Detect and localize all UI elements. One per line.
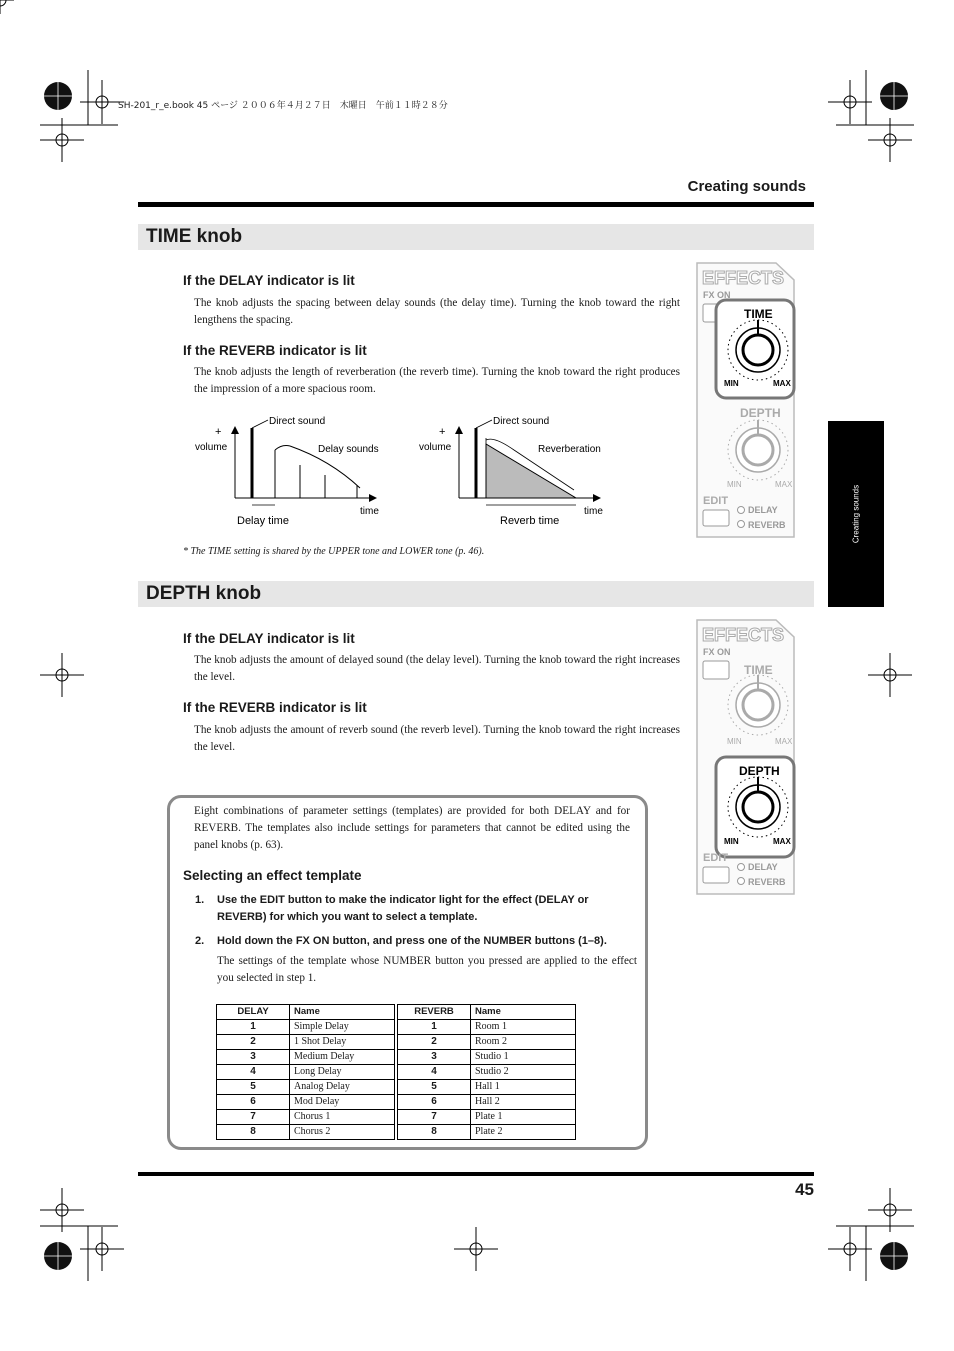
table-row: 5 Analog Delay 5 Hall 1 [217,1080,576,1095]
time-section-title: TIME knob [146,226,243,247]
header-name-reverb: Name [471,1005,576,1020]
panel-time-min: MIN [724,379,739,388]
table-row: 3 Medium Delay 3 Studio 1 [217,1050,576,1065]
effects-panel-time [696,262,796,540]
template-table [216,1004,576,1140]
reverb-time-axis-label: time [584,506,603,517]
depth-reverb-heading: If the REVERB indicator is lit [183,700,367,715]
panel2-fxon-label: FX ON [703,647,731,657]
header-delay: DELAY [217,1005,290,1020]
time-reverb-text: The knob adjusts the length of reverberation (the reverb time). Turning the knob toward the right produces the impression of a more spacious room. [194,366,680,395]
reverb-time-diagram [414,410,614,530]
table-row: 6 Mod Delay 6 Hall 2 [217,1095,576,1110]
side-tab-label: Creating sounds [851,484,861,544]
table-row: 2 1 Shot Delay 2 Room 2 [217,1035,576,1050]
depth-reverb-text: The knob adjusts the amount of reverb sound (the reverb level). Turning the knob toward the right increases the level. [194,724,680,753]
step2-number: 2. [195,935,205,947]
template-heading: Selecting an effect template [183,868,362,883]
delay-direct-label: Direct sound [269,416,326,427]
panel-depth-label: DEPTH [740,406,781,420]
template-intro: Eight combinations of parameter settings (templates) are provided for both DELAY and for REVERB. The templates also include settings for parameters that cannot be edited using the panel knobs (p. 63). [194,805,630,851]
header-name-delay: Name [290,1005,395,1020]
time-delay-text: The knob adjusts the spacing between delay sounds (the delay time). Turning the knob toward the right lengthens the spacing. [194,297,680,326]
panel2-depth-max: MAX [773,837,791,846]
panel-fxon-label: FX ON [703,290,731,300]
time-note: * The TIME setting is shared by the UPPER tone and LOWER tone (p. 46). [183,546,485,557]
reverb-direct-label: Direct sound [493,416,550,427]
panel-time-max: MAX [773,379,791,388]
panel-effects-label: EFFECTS [702,268,785,288]
panel-edit-label: EDIT [703,495,729,507]
panel2-effects-label: EFFECTS [702,625,785,645]
step1-text: Use the EDIT button to make the indicator light for the effect (DELAY or REVERB) for which you want to select a template. [217,894,589,923]
table-row: 4 Long Delay 4 Studio 2 [217,1065,576,1080]
panel-delay-label: DELAY [748,505,778,515]
panel2-depth-min: MIN [724,837,739,846]
delay-time-axis-label: time [360,506,379,517]
panel-reverb-label: REVERB [748,520,786,530]
side-tab [828,421,884,607]
panel2-reverb-label: REVERB [748,877,786,887]
panel-depth-max: MAX [775,480,793,489]
depth-delay-text: The knob adjusts the amount of delayed sound (the delay level). Turning the knob toward the right increases the level. [194,654,680,683]
depth-section-title: DEPTH knob [146,583,262,604]
panel-depth-min: MIN [727,480,742,489]
running-head: Creating sounds [687,178,806,195]
effects-panel-depth [696,619,796,897]
panel2-delay-label: DELAY [748,862,778,872]
panel2-edit-label: EDIT [703,852,729,864]
table-row: 1 Simple Delay 1 Room 1 [217,1020,576,1035]
table-header-row [217,1005,576,1020]
table-row: 8 Chorus 2 8 Plate 2 [217,1125,576,1140]
delay-plus-label: + [215,426,222,438]
reverb-plus-label: + [439,426,446,438]
reverb-caption: Reverb time [500,515,560,527]
reverb-sounds-label: Reverberation [538,444,601,455]
time-delay-heading: If the DELAY indicator is lit [183,273,355,288]
panel2-time-max: MAX [775,737,793,746]
step1-number: 1. [195,894,205,906]
time-reverb-heading: If the REVERB indicator is lit [183,343,367,358]
panel2-time-label: TIME [744,663,773,677]
panel2-time-min: MIN [727,737,742,746]
depth-delay-heading: If the DELAY indicator is lit [183,631,355,646]
page-number: 45 [795,1180,814,1199]
step2-text: Hold down the FX ON button, and press one of the NUMBER buttons (1–8). [217,935,607,947]
panel-time-label: TIME [744,307,773,321]
delay-caption: Delay time [237,515,289,527]
delay-sounds-label: Delay sounds [318,444,379,455]
step2-detail: The settings of the template whose NUMBER button you pressed are applied to the effect you selected in step 1. [217,955,637,984]
file-header: SH-201_r_e.book 45 ページ ２００６年４月２７日 木曜日 午前１１時２８分 [118,101,448,111]
table-row: 7 Chorus 1 7 Plate 1 [217,1110,576,1125]
bottom-rule [138,1172,814,1176]
delay-volume-label: volume [195,442,228,453]
top-rule [138,202,814,207]
panel2-depth-label: DEPTH [739,764,780,778]
delay-time-diagram [190,410,390,530]
reverb-volume-label: volume [419,442,452,453]
header-reverb: REVERB [398,1005,471,1020]
